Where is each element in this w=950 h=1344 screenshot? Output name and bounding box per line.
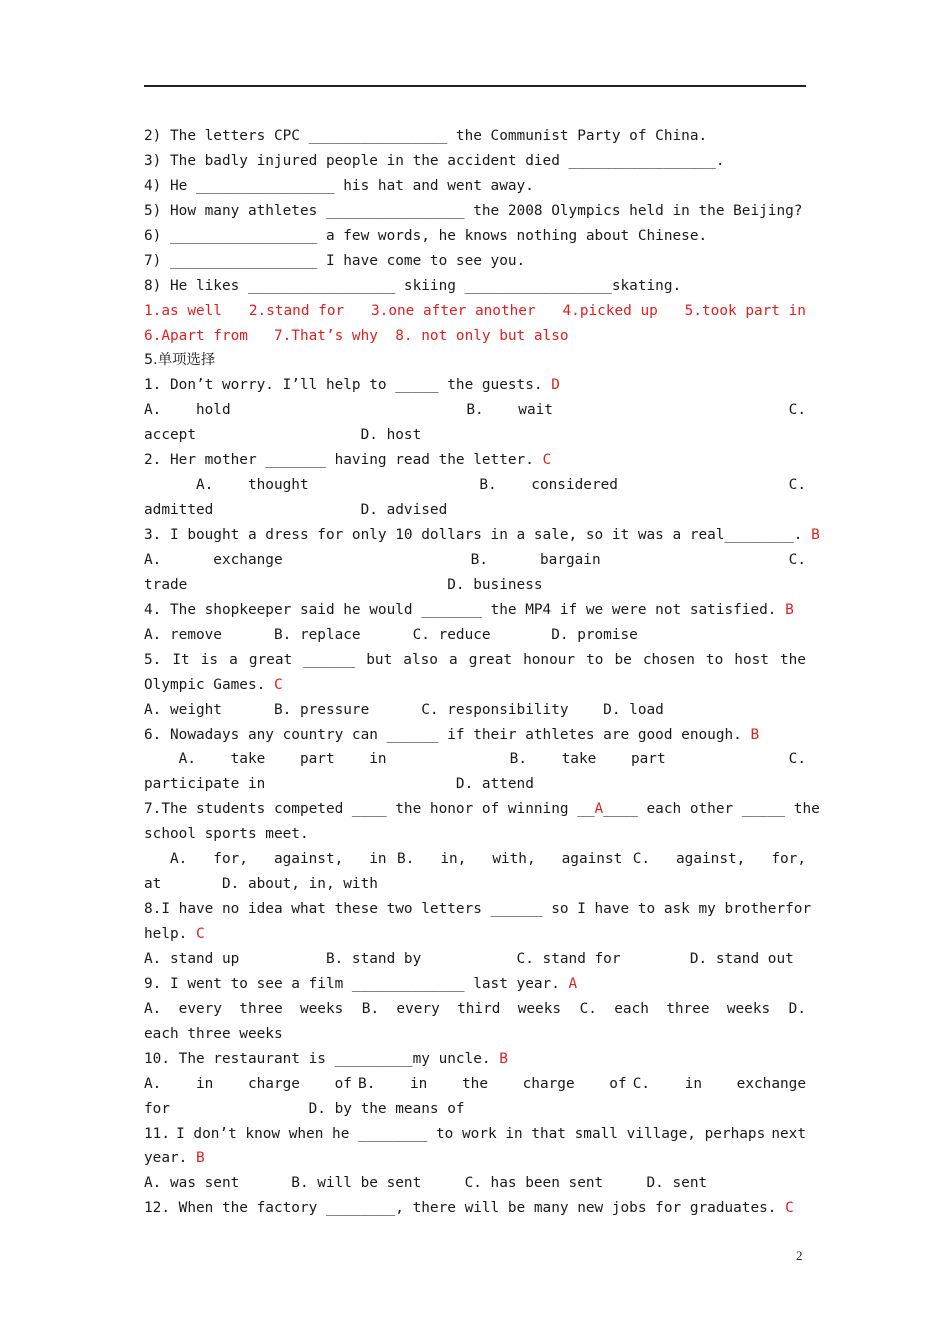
question-part: 5. (144, 651, 162, 668)
answer-key-item: 2.stand for (248, 302, 345, 319)
answer-letter: B (811, 527, 820, 543)
answer-letter: B (195, 1150, 205, 1167)
question-part: next (771, 1125, 806, 1142)
question-part: B. in, with, against (397, 851, 623, 868)
answer-key-line (144, 299, 806, 324)
question-part: C. (788, 477, 806, 494)
question-part: C. (788, 551, 806, 568)
question-text: 12. When the factory ________, there will be many new jobs for graduates. (144, 1200, 786, 1217)
question-part: great (468, 651, 513, 668)
question-text: A. stand up B. stand by C. stand for D. stand out (144, 950, 794, 967)
question-line (144, 498, 806, 523)
question-text: 2. Her mother _______ having read the letter. (144, 452, 543, 469)
question-text: 9. I went to see a film _____________ last year. (144, 975, 569, 992)
question-text: 6. Nowadays any country can ______ if their athletes are good enough. (144, 726, 751, 743)
question-text: year. (144, 1150, 196, 1167)
question-line (144, 423, 806, 448)
worksheet-body (144, 124, 820, 1221)
answer-key-item: 4.picked up (562, 302, 658, 319)
fill-blank-line: 2) The letters CPC ________________ the Communist Party of China. (144, 128, 708, 144)
fill-blank-line: 4) He ________________ his hat and went away. (144, 177, 534, 194)
question-line (144, 548, 806, 573)
question-line (144, 797, 820, 822)
question-part: but (366, 651, 393, 668)
question-text: help. (144, 926, 196, 942)
question-part: B. considered (479, 477, 618, 494)
fill-blank-line: 6) _________________ a few words, he knows nothing about Chinese. (144, 227, 708, 244)
question-part: A. for, against, in (144, 851, 387, 868)
question-line (144, 1097, 806, 1122)
question-part: D. (788, 1000, 806, 1017)
question-part: be (614, 651, 632, 668)
question-part: host (734, 651, 769, 668)
answer-letter: B (499, 1050, 508, 1067)
question-text: at D. about, in, with (144, 876, 378, 893)
question-text: school sports meet. (144, 826, 309, 843)
question-part: A. every three weeks (144, 1000, 344, 1017)
question-line (144, 1022, 806, 1047)
question-line (144, 398, 806, 423)
question-line (144, 872, 806, 897)
question-text: A. was sent B. will be sent C. has been sent D. sent (144, 1175, 708, 1192)
question-text: trade D. business (144, 576, 543, 593)
question-text: ____ each other _____ the (603, 801, 820, 818)
question-part: A. exchange (144, 551, 283, 568)
question-part: I have no idea what these two letters ______ so I have to ask my brother (161, 901, 786, 918)
question-part: B. bargain (470, 551, 601, 568)
answer-key-item: 3.one after another (371, 302, 536, 319)
question-part: I don’t know when he ________ to work in that small village, perhaps (176, 1125, 766, 1142)
fill-blank-line: 8) He likes _________________ skiing _________________skating. (144, 277, 682, 294)
question-text: A. remove B. replace C. reduce D. promise (144, 626, 638, 643)
question-part: C. (788, 402, 806, 419)
question-line (144, 598, 806, 623)
answer-letter: D (551, 377, 560, 394)
question-part: great (248, 651, 293, 668)
question-part: A. take part in (144, 751, 387, 768)
answer-letter: A (568, 975, 578, 992)
fill-blank-line: 5) How many athletes ________________ the 2008 Olympics held in the Beijing? (144, 202, 803, 219)
question-text: A. weight B. pressure C. responsibility D. load (144, 701, 664, 718)
answer-key-line: 6.Apart from 7.That’s why 8. not only but also (144, 327, 569, 344)
question-line (144, 897, 812, 922)
question-part: A. thought (144, 477, 309, 494)
question-text: 10. The restaurant is _________my uncle. (144, 1050, 500, 1067)
question-line (144, 1072, 806, 1097)
question-text: 4. The shopkeeper said he would _______ the MP4 if we were not satisfied. (144, 601, 786, 618)
question-line (144, 648, 806, 673)
question-part: 11. (144, 1125, 170, 1142)
question-line (144, 822, 806, 847)
question-text: accept D. host (144, 427, 422, 444)
question-line (144, 573, 806, 598)
question-text: 1. Don’t worry. I’ll help to _____ the guests. (144, 377, 552, 394)
question-line (144, 623, 806, 648)
question-text: participate in D. attend (144, 776, 534, 793)
question-line (144, 673, 806, 698)
question-part: B. in the charge of (358, 1075, 627, 1092)
question-line (144, 947, 806, 972)
answer-key-item: 1.as well (144, 302, 222, 319)
question-part: It (172, 651, 190, 668)
question-part: to (586, 651, 604, 668)
question-part: also (403, 651, 438, 668)
question-text: Olympic Games. (144, 676, 274, 693)
answer-letter: B (750, 726, 760, 743)
question-part: the (779, 651, 806, 668)
question-text: each three weeks (144, 1025, 283, 1042)
section-heading: 5.单项选择 (144, 352, 216, 369)
question-line (144, 922, 806, 947)
question-line (144, 1196, 806, 1221)
question-text: 3. I bought a dress for only 10 dollars in a sale, so it was a real________. (144, 527, 812, 543)
question-part: a (229, 651, 238, 668)
question-part: C. in exchange (632, 1075, 806, 1092)
question-line (144, 373, 806, 398)
question-text: 7.The students competed ____ the honor of winning __ (144, 801, 595, 818)
question-line (144, 698, 806, 723)
question-part: for (785, 901, 812, 918)
question-line (144, 847, 806, 872)
question-line (144, 448, 806, 473)
question-part: B. take part (509, 751, 666, 768)
question-part: chosen (642, 651, 695, 668)
answer-letter: B (785, 601, 794, 618)
question-part: C. against, for, (632, 851, 806, 868)
question-part: C. each three weeks (579, 1000, 771, 1017)
header-rule (144, 85, 806, 87)
question-line (144, 1122, 806, 1147)
question-part: a (449, 651, 458, 668)
fill-blank-line: 7) _________________ I have come to see you. (144, 252, 526, 269)
question-line (144, 1146, 806, 1171)
question-line (144, 1047, 806, 1072)
question-line (144, 972, 806, 997)
question-part: 8. (144, 901, 162, 918)
question-text: for D. by the means of (144, 1100, 465, 1117)
question-part: A. in charge of (144, 1075, 352, 1092)
question-line (144, 1171, 806, 1196)
answer-letter: C (273, 676, 283, 693)
question-part: honour (523, 651, 576, 668)
answer-letter: C (195, 926, 205, 942)
question-part: to (705, 651, 724, 668)
question-line (144, 997, 806, 1022)
answer-letter: C (542, 452, 552, 469)
question-part: is (200, 651, 219, 668)
question-line (144, 473, 806, 498)
question-part: B. wait (466, 402, 553, 419)
question-line (144, 747, 806, 772)
question-line (144, 523, 820, 548)
answer-letter: A (594, 801, 604, 818)
question-part: B. every third weeks (361, 1000, 562, 1017)
page-number: 2 (796, 1248, 803, 1263)
answer-letter: C (785, 1200, 794, 1217)
question-text: admitted D. advised (144, 502, 448, 519)
question-part: ______ (303, 651, 356, 668)
answer-key-item: 5.took part in (684, 302, 806, 319)
question-part: C. (788, 751, 806, 768)
fill-blank-line: 3) The badly injured people in the accident died _________________. (144, 152, 725, 169)
question-line (144, 723, 806, 748)
question-line (144, 772, 806, 797)
question-part: A. hold (144, 402, 231, 419)
